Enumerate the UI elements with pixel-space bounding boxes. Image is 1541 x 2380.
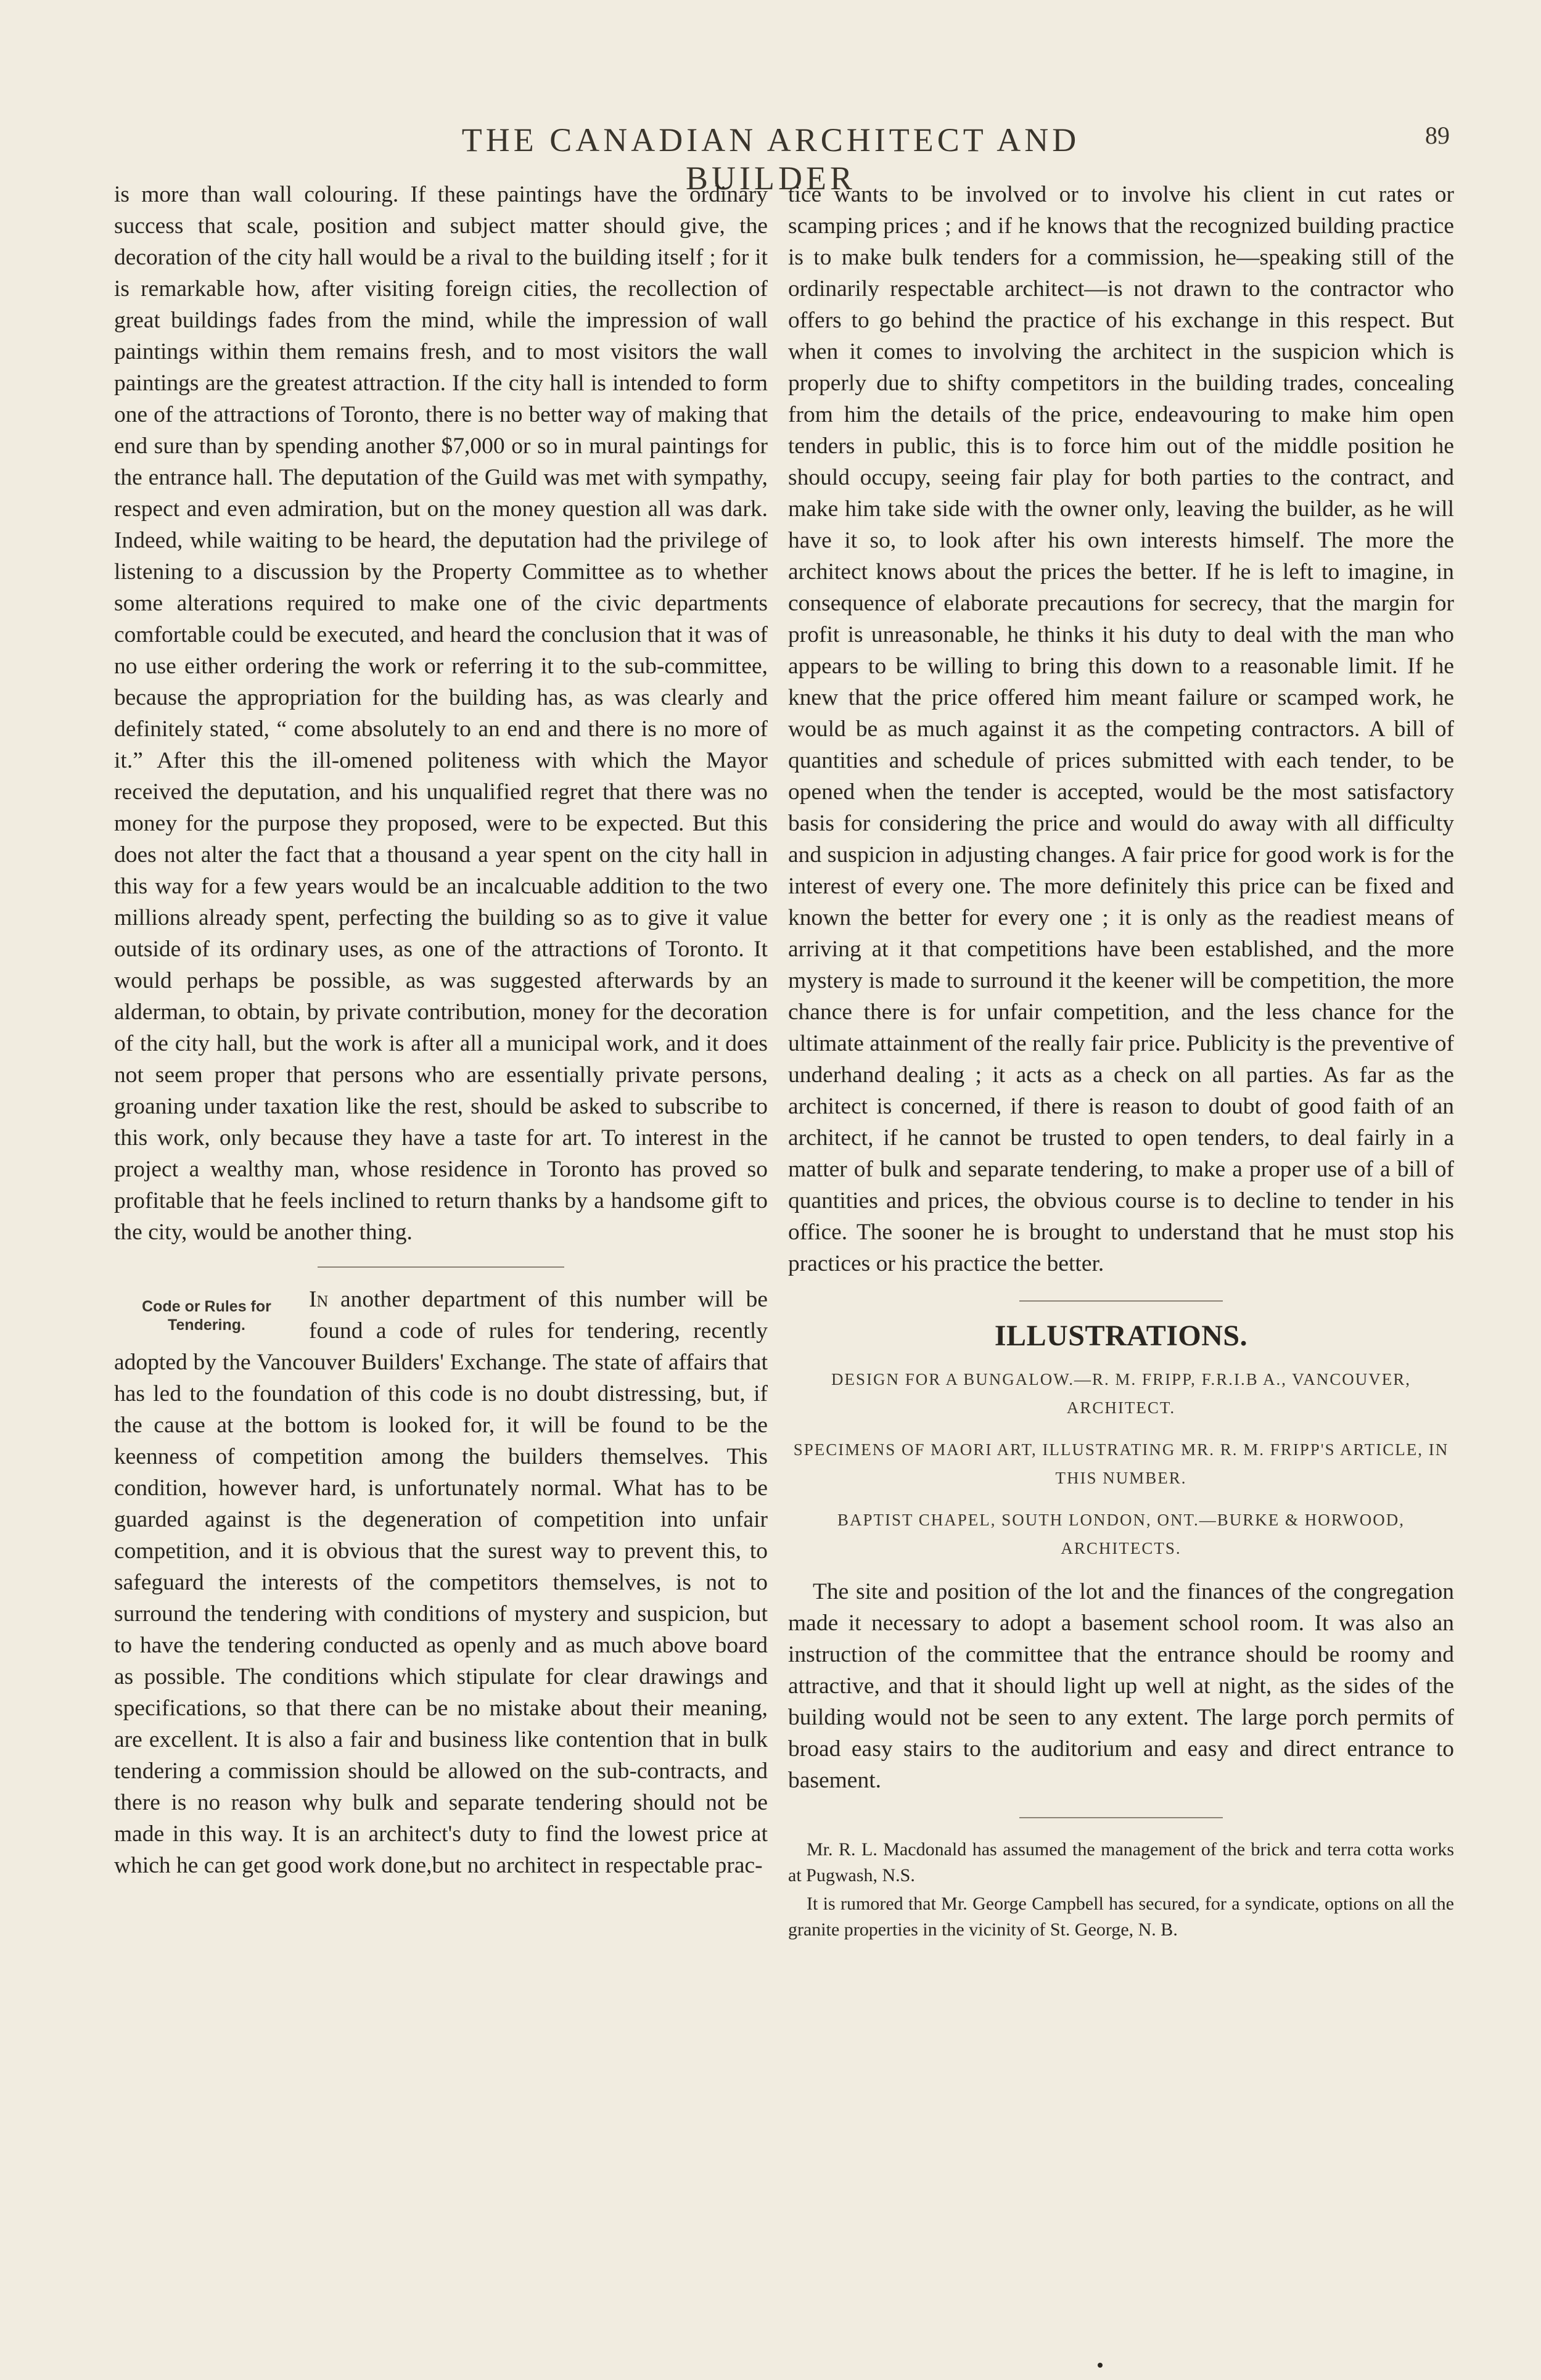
news-note: Mr. R. L. Macdonald has assumed the management of the brick and terra cotta works at Pugwash, N.S. xyxy=(788,1839,1454,1886)
illustrations-heading: ILLUSTRATIONS. xyxy=(994,1319,1248,1352)
illustration-caption: SPECIMENS OF MAORI ART, ILLUSTRATING MR. R. M. FRIPP'S ARTICLE, IN THIS NUMBER. xyxy=(793,1440,1449,1487)
editorial-paragraph: is more than wall colouring. If these paintings have the ordinary success that scale, position and subject matter should give, the decoration of the city hall would be a rival to the building itself ; for it is remarkable how, after visiting foreign cities, the recollection of great buildings fades from the mind, while the impression of wall paintings within them remains fresh, and to most visitors the wall paintings are the greatest attraction. If the city hall is intended to form one of the attractions of Toronto, there is no better way of making that end sure than by spending another $7,000 or so in mural paintings for the entrance hall. The deputation of the Guild was met with sympathy, respect and even admiration, but on the money question all was dark. Indeed, while waiting to be heard, the deputation had the privilege of listening to a discussion by the Property Committee as to whether some alterations required to make one of the civic departments comfortable could be executed, and heard the conclusion that it was of no use either ordering the work or referring it to the sub-committee, because the appropriation for the building has, as was clearly and definitely stated, “ come absolutely to an end and there is no more of it.” After this the ill-omened politeness with which the Mayor received the deputation, and his unqualified regret that there was no money for the purpose they proposed, were to be expected. But this does not alter the fact that a thousand a year spent on the city hall in this way for a few years would be an incalcuable addition to the two millions already spent, perfecting the building so as to give it value outside of its ordinary uses, as one of the attractions of Toronto. It would perhaps be possible, as was suggested afterwards by an alderman, to obtain, by private contribution, money for the decoration of the city hall, but the work is after all a municipal work, and it does not seem proper that persons who are essentially private persons, groaning under taxation like the rest, should be asked to subscribe to this work, only because they have a taste for art. To interest in the project a wealthy man, whose residence in Toronto has proved so profitable that he feels inclined to return thanks by a handsome gift to the city, would be another thing. xyxy=(114,182,768,1245)
continued-paragraph: tice wants to be involved or to involve his client in cut rates or scamping prices ; and if he knows that the recognized building practice is to make bulk tenders for a commission, he—speaking still of the ordinarily respectable architect—is not drawn to the contractor who offers to go behind the practice of his exchange in this respect. But when it comes to involving the architect in the suspicion which is properly due to shifty competitors in the building trades, concealing from him the details of the price, endeavouring to make him open tenders in public, this is to force him out of the middle position he should occupy, seeing fair play for both parties to the contract, and make him take side with the owner only, leaving the builder, as he will have it so, to look after his own interests himself. The more the architect knows about the prices the better. If he is left to imagine, in consequence of elaborate precautions for secrecy, that the margin for profit is unreasonable, he thinks it his duty to deal with the man who appears to be willing to bring this down to a reasonable limit. If he knew that the price offered him meant failure or scamped work, he would be as much against it as the competing contractors. A bill of quantities and schedule of prices submitted with each tender, to be opened when the tender is accepted, would be the most satisfactory basis for considering the price and would do away with all difficulty and suspicion in adjusting changes. A fair price for good work is for the interest of every one. The more definitely this price can be fixed and known the better for every one ; it is only as the readiest means of arriving at it that competitions have been established, and the more mystery is made to surround it the keener will be competition, the more chance there is for unfair competition, and the less chance for the ultimate attainment of the really fair price. Publicity is the preventive of underhand dealing ; it acts as a check on all parties. As far as the architect is concerned, if there is reason to doubt of good faith of an architect, if he cannot be trusted to open tenders, to deal fairly in a matter of bulk and separate tendering, to make a proper use of a bill of quantities and prices, the obvious course is to decline to tender in his office. The sooner he is brought to understand that he must stop his practices or his practice the better. xyxy=(788,182,1454,1276)
news-note: It is rumored that Mr. George Campbell has secured, for a syndicate, options on all the granite properties in the vicinity of St. George, N. B. xyxy=(788,1894,1454,1940)
illustration-caption: DESIGN FOR A BUNGALOW.—R. M. FRIPP, F.R.I.B A., VANCOUVER, ARCHITECT. xyxy=(831,1370,1411,1417)
side-heading: Code or Rules for Tendering. xyxy=(142,1298,271,1334)
section-divider xyxy=(1019,1300,1223,1302)
right-column xyxy=(788,179,1454,1945)
tendering-section xyxy=(114,1284,768,1881)
section-divider xyxy=(1019,1817,1223,1818)
chapel-description: The site and position of the lot and the finances of the congregation made it necessary to adopt a basement school room. It was also an instruction of the committee that the entrance should be roomy and attractive, and that it should light up well at night, as the sides of the building would not be seen to any extent. The large porch permits of broad easy stairs to the auditorium and easy and direct entrance to basement. xyxy=(788,1579,1454,1793)
running-title: THE CANADIAN ARCHITECT AND BUILDER xyxy=(461,121,1080,197)
section-divider xyxy=(318,1266,564,1268)
print-speck xyxy=(1098,2363,1103,2368)
page-number: 89 xyxy=(1425,121,1450,149)
illustration-caption: BAPTIST CHAPEL, SOUTH LONDON, ONT.—BURKE & HORWOOD, ARCHITECTS. xyxy=(837,1511,1405,1557)
news-notes xyxy=(788,1837,1454,1943)
left-column xyxy=(114,179,768,1881)
tendering-text: another department of this number will be found a code of rules for tendering, recently adopted by the Vancouver Builders' Exchange. The state of affairs that has led to the foundation of this code is no doubt distressing, but, if the cause at the bottom is looked for, it will be found to be the keenness of competition among the builders themselves. This condition, however hard, is unfortunately normal. What has to be guarded against is the degeneration of competition into unfair competition, and it is obvious that the surest way to prevent this, to safeguard the interests of the competitors themselves, is not to surround the tendering with conditions of mystery and suspicion, but to have the tendering conducted as openly and as much above board as possible. The conditions which stipulate for clear drawings and specifications, so that there can be no mistake about their meaning, are excellent. It is also a fair and business like contention that in bulk tendering a commission should be allowed on the sub-contracts, and there is no reason why bulk and separate tendering should not be made in this way. It is an architect's duty to find the lowest price at which he can get good work done,but no architect in respectable prac- xyxy=(114,1287,768,1878)
section-initial: In xyxy=(309,1287,329,1312)
tendering-paragraph xyxy=(114,1284,768,1881)
